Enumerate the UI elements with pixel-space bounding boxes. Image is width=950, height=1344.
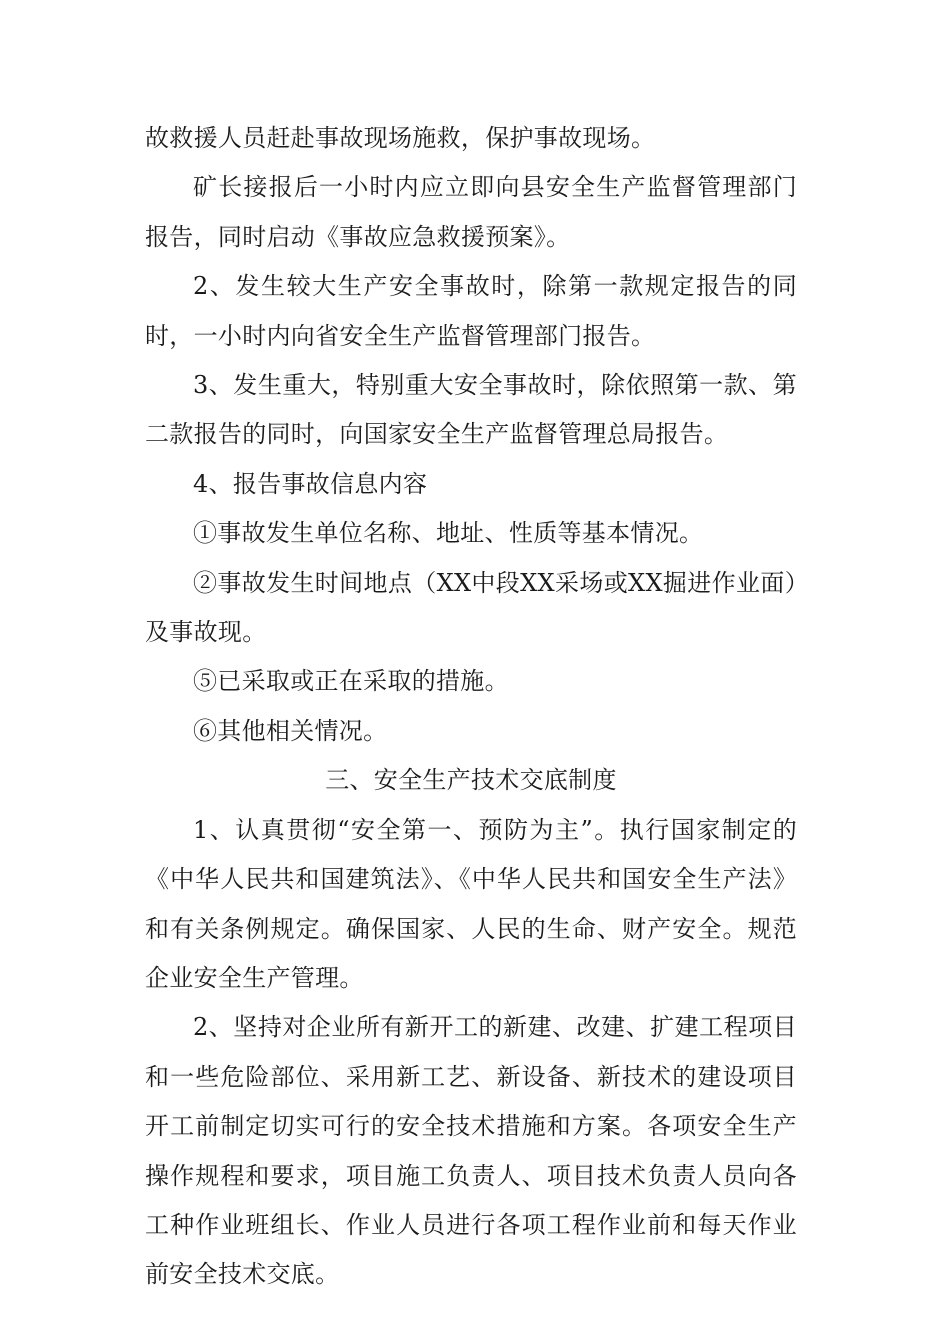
paragraph-subitem-1: ①事故发生单位名称、地址、性质等基本情况。	[193, 519, 704, 548]
section-paragraph-2: 2、坚持对企业所有新开工的新建、改建、扩建工程项目和一些危险部位、采用新工艺、新设备、新技术的建设项目开工前制定切实可行的安全技术措施和方案。各项安全生产操作规程和要求，项目施工负责人、项目技术负责人员向各工种作业班组长、作业人员进行各项工程作业前和每天作业前安全技术交底。	[145, 1013, 797, 1289]
paragraph-item-2: 2、发生较大生产安全事故时，除第一款规定报告的同时，一小时内向省安全生产监督管理部门报告。	[145, 272, 797, 350]
paragraph-subitem-2: ②事故发生时间地点（XX中段XX采场或XX掘进作业面）及事故现。	[145, 568, 797, 647]
document-body	[145, 114, 797, 1300]
paragraph-subitem-5: ⑤已采取或正在采取的措施。	[193, 667, 509, 696]
paragraph-subitem-6: ⑥其他相关情况。	[193, 716, 388, 745]
section-paragraph-1: 1、认真贯彻“安全第一、预防为主”。执行国家制定的《中华人民共和国建筑法》、《中华人民共和国安全生产法》和有关条例规定。确保国家、人民的生命、财产安全。规范企业安全生产管理。	[145, 815, 797, 992]
section-heading: 三、安全生产技术交底制度	[325, 766, 617, 795]
paragraph-continuation: 故救援人员赶赴事故现场施救，保护事故现场。	[145, 124, 656, 152]
paragraph-item-3: 3、发生重大，特别重大安全事故时，除依照第一款、第二款报告的同时，向国家安全生产监督管理总局报告。	[145, 371, 797, 449]
paragraph-item-4: 4、报告事故信息内容	[193, 469, 428, 498]
paragraph-mine-manager-report: 矿长接报后一小时内应立即向县安全生产监督管理部门报告，同时启动《事故应急救援预案》。	[145, 173, 797, 251]
